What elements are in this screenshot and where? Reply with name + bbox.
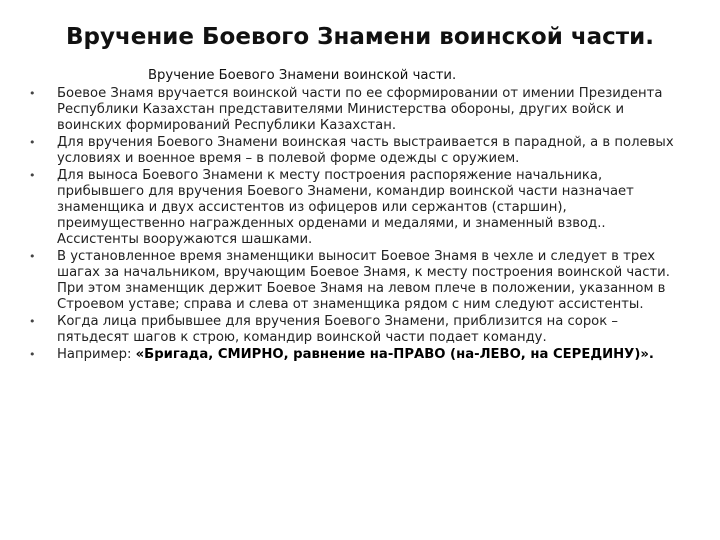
bullet-prefix: Например: — [57, 347, 136, 362]
bullet-dot-icon: • — [29, 348, 36, 361]
bullet-item — [28, 86, 690, 134]
bullet-text: Для выноса Боевого Знамени к месту построения распоряжение начальника, прибывшего для вручения Боевого Знамени, командир воинской части назначает знаменщика и двух ассистентов из офицеров или сержантов (старшин), преимущественно награжденных орденами и медалями, и знаменный взвод.. Ассистенты вооружаются шашками. — [57, 168, 634, 247]
bullet-item — [28, 168, 690, 248]
bullet-dot-icon: • — [29, 250, 36, 263]
bullet-item — [28, 314, 690, 346]
slide-title: Вручение Боевого Знамени воинской части. — [66, 24, 654, 50]
bullet-dot-icon: • — [29, 169, 36, 182]
bullet-item — [28, 135, 690, 167]
slide-content — [28, 68, 690, 364]
bullet-item — [28, 347, 690, 363]
bullet-dot-icon: • — [29, 87, 36, 100]
bullet-text: Когда лица прибывшее для вручения Боевого Знамени, приблизится на сорок – пятьдесят шагов к строю, командир воинской части подает команду. — [57, 314, 619, 345]
bullet-text: В установленное время знаменщики выносит Боевое Знамя в чехле и следует в трех шагах за начальником, вручающим Боевое Знамя, к месту построения воинской части. При этом знаменщик держит Боевое Знамя на левом плече в положении, указанном в Строевом уставе; справа и слева от знаменщика рядом с ним следуют ассистенты. — [57, 249, 670, 312]
bullet-item — [28, 249, 690, 313]
command-text: «Бригада, СМИРНО, равнение на-ПРАВО (на-ЛЕВО, на СЕРЕДИНУ)». — [135, 347, 654, 362]
slide-subheading: Вручение Боевого Знамени воинской части. — [148, 68, 457, 83]
bullet-text: Боевое Знамя вручается воинской части по ее сформировании от имении Президента Республики Казахстан представителями Министерства обороны, других войск и воинских формирований Республики Казахстан. — [57, 86, 663, 133]
bullet-text: Для вручения Боевого Знамени воинская часть выстраивается в парадной, а в полевых условиях и военное время – в полевой форме одежды с оружием. — [57, 135, 674, 166]
bullet-dot-icon: • — [29, 315, 36, 328]
bullet-list — [28, 86, 690, 363]
bullet-dot-icon: • — [29, 136, 36, 149]
